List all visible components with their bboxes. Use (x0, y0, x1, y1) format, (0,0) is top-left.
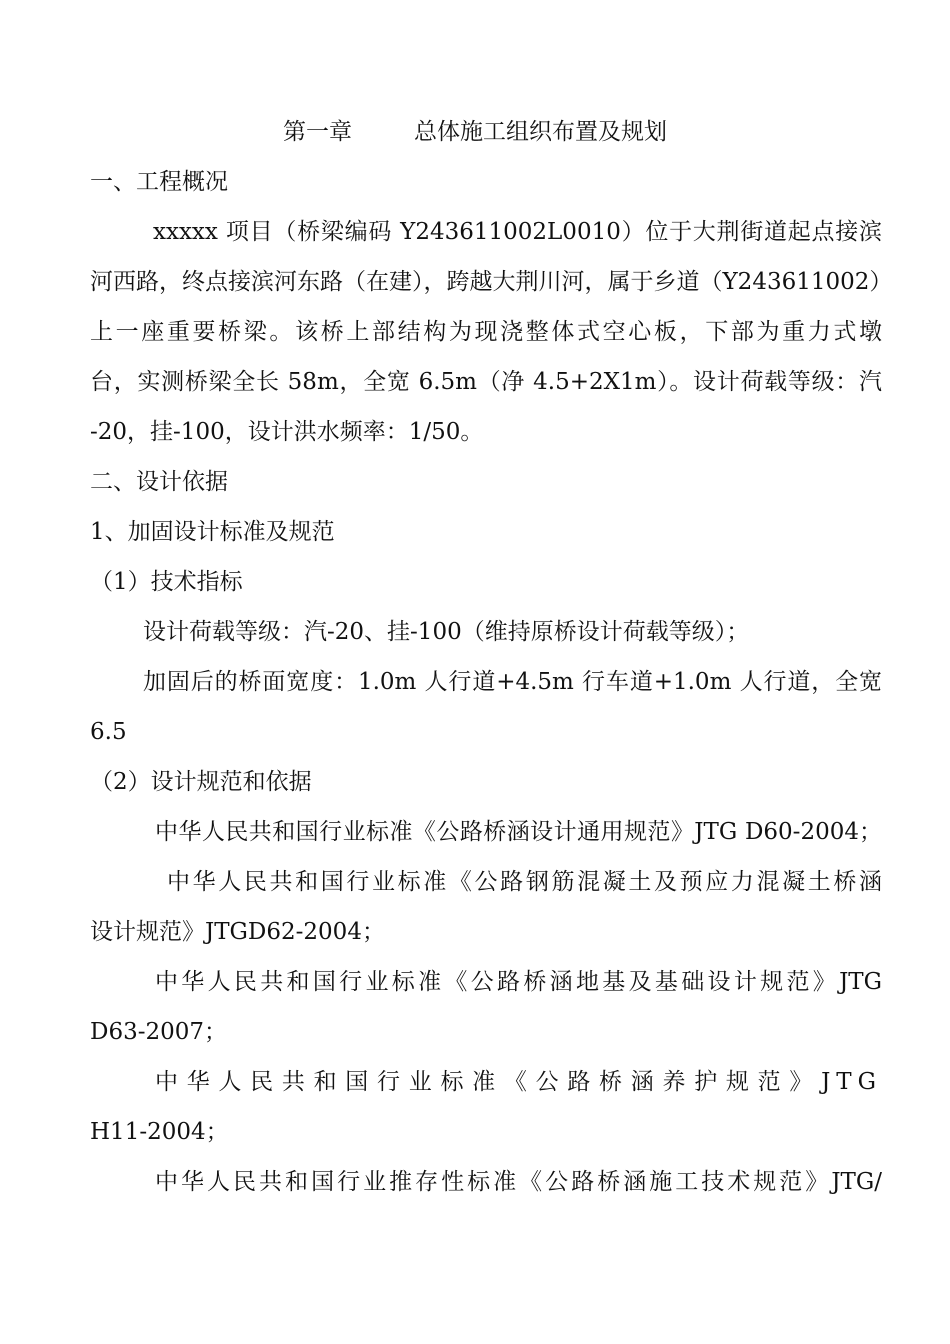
norm-line: 中华人民共和国行业标准《公路桥涵养护规范》JTG (155, 1069, 882, 1095)
overview-line: 河西路，终点接滨河东路（在建），跨越大荆川河，属于乡道（Y243611002） (90, 269, 893, 295)
chapter-name: 总体施工组织布置及规划 (414, 119, 667, 145)
item-heading-tech: （1）技术指标 (90, 569, 243, 595)
norm-line: 设计规范》JTGD62-2004； (90, 919, 385, 945)
tech-line: 加固后的桥面宽度：1.0m 人行道+4.5m 行车道+1.0m 人行道，全宽 (143, 669, 882, 695)
overview-line: -20，挂-100，设计洪水频率：1/50。 (90, 419, 484, 445)
item-heading-norms: （2）设计规范和依据 (90, 769, 312, 795)
section-heading-overview: 一、工程概况 (90, 169, 228, 195)
norm-line: 中华人民共和国行业标准《公路钢筋混凝土及预应力混凝土桥涵 (167, 869, 882, 895)
chapter-number: 第一章 (283, 119, 352, 145)
norm-line: 中华人民共和国行业标准《公路桥涵地基及基础设计规范》JTG (155, 969, 882, 995)
section-heading-basis: 二、设计依据 (90, 469, 228, 495)
chapter-title (0, 117, 950, 147)
overview-line: 台，实测桥梁全长 58m，全宽 6.5m（净 4.5+2X1m）。设计荷载等级：汽 (90, 369, 882, 395)
norm-line: D63-2007； (90, 1019, 228, 1045)
subsection-heading-standards: 1、加固设计标准及规范 (90, 519, 335, 545)
overview-line: 上一座重要桥梁。该桥上部结构为现浇整体式空心板，下部为重力式墩 (90, 319, 882, 345)
norm-line: 中华人民共和国行业推存性标准《公路桥涵施工技术规范》JTG/ (155, 1169, 882, 1195)
tech-line: 设计荷载等级：汽-20、挂-100（维持原桥设计荷载等级）； (143, 619, 750, 645)
overview-line: xxxxx 项目（桥梁编码 Y243611002L0010）位于大荆街道起点接滨 (153, 219, 882, 245)
norm-line: 中华人民共和国行业标准《公路桥涵设计通用规范》JTG D60-2004； (155, 819, 882, 845)
norm-line: H11-2004； (90, 1119, 229, 1145)
tech-line: 6.5 (90, 719, 127, 745)
